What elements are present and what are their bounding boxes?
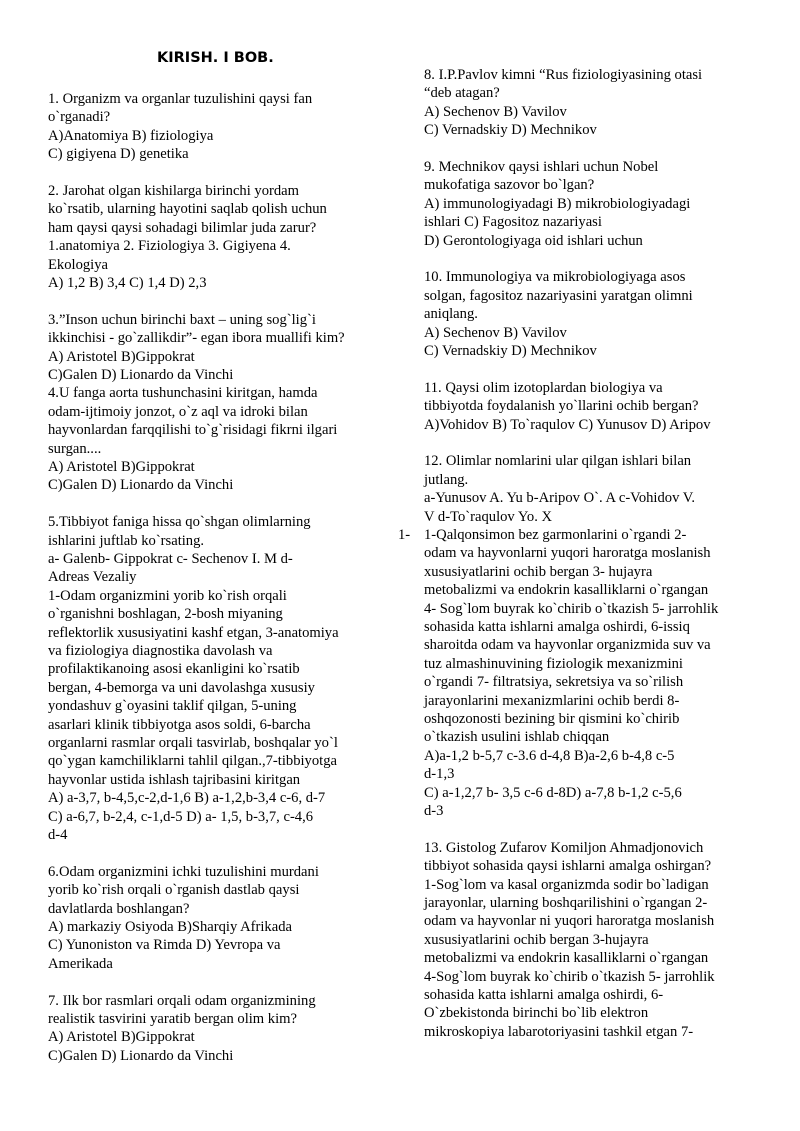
text-line: mukofatiga sazovor bo`lgan?	[424, 177, 595, 194]
text-line: A)a-1,2 b-5,7 c-3.6 d-4,8 B)a-2,6 b-4,8 c-5	[424, 747, 675, 764]
text-line: surgan....	[48, 440, 102, 457]
text-line: 4-Sog`lom buyrak ko`chirib o`tkazish 5- jarrohlik	[424, 968, 715, 985]
text-line: 1-Qalqonsimon bez garmonlarini o`rgandi 2-	[424, 527, 687, 543]
text-line: davlatlarda boshlangan?	[48, 900, 190, 917]
text-line: C) a-6,7, b-2,4, c-1,d-5 D) a- 1,5, b-3,7, c-4,6	[48, 808, 314, 825]
text-line: aniqlang.	[424, 306, 478, 323]
text-line: a-Yunusov A. Yu b-Aripov O`. A c-Vohidov V.	[424, 490, 696, 507]
text-line: yondashuv g`oyasini taklif qilgan, 5-uning	[48, 698, 297, 715]
text-line: C) gigiyena D) genetika	[48, 146, 189, 163]
text-line: metobalizmi va endokrin kasalliklarni o`rgangan	[424, 582, 709, 599]
text-line: hayvonlardan farqqilishi to`g`risidagi fikrni ilgari	[48, 422, 338, 439]
text-line: tibbiyot sohasida qaysi ishlarni amalga oshirgan?	[424, 858, 712, 875]
text-line: 11. Qaysi olim izotoplardan biologiya va	[424, 379, 663, 396]
text-line: A) Sechenov B) Vavilov	[424, 324, 567, 341]
text-line: d-3	[424, 803, 444, 819]
text-line: jutlang.	[424, 471, 469, 488]
text-line: A) Sechenov B) Vavilov	[424, 103, 567, 120]
text-line: 7. Ilk bor rasmlari orqali odam organizmining	[48, 992, 316, 1009]
text-line: ishlarini juftlab ko`rsating.	[48, 532, 205, 549]
text-line: Amerikada	[48, 955, 113, 972]
text-line: ko`rsatib, ularning hayotini saqlab qolish uchun	[48, 201, 327, 218]
text-line: d-1,3	[424, 766, 455, 783]
text-line: odam va hayvonlarni yuqori haroratga moslanish	[424, 545, 711, 562]
text-line: V d-To`raqulov Yo. X	[424, 508, 553, 525]
text-line: 10. Immunologiya va mikrobiologiyaga asos	[424, 269, 686, 286]
text-line: mikroskopiya labarotoriyasini tashkil etgan 7-	[424, 1023, 694, 1040]
text-line: 1-Odam organizmini yorib ko`rish orqali	[48, 587, 287, 604]
text-line: 4.U fanga aorta tushunchasini kiritgan, hamda	[48, 385, 318, 402]
text-line: C) a-1,2,7 b- 3,5 c-6 d-8D) a-7,8 b-1,2 c-5,6	[424, 784, 682, 801]
text-line: 1.anatomiya 2. Fiziologiya 3. Gigiyena 4.	[48, 238, 291, 255]
text-line: qo`ygan kamchiliklarni tahlil qilgan.,7-tibbiyotga	[48, 753, 337, 770]
text-line: A) 1,2 B) 3,4 C) 1,4 D) 2,3	[48, 275, 207, 291]
text-line: odam-ijtimoiy jonzot, o`z aql va idroki bilan	[48, 403, 308, 420]
text-line: ishlari C) Fagositoz nazariyasi	[424, 214, 602, 231]
text-line: o`tkazish usulini ishlab chiqqan	[424, 729, 610, 746]
text-line: d-4	[48, 827, 68, 843]
text-line: organlarni rasmlar orqali tasvirlab, boshqalar yo`l	[48, 735, 338, 751]
text-line: a- Galenb- Gippokrat c- Sechenov I. M d-	[48, 551, 293, 567]
text-line: profilaktikanoing asosi ekanligini ko`rsatib	[48, 661, 300, 678]
text-line: A) markaziy Osiyoda B)Sharqiy Afrikada	[48, 919, 292, 935]
text-line: asarlari klinik tibbiyotga asos soldi, 6-barcha	[48, 716, 311, 733]
text-line: 2. Jarohat olgan kishilarga birinchi yordam	[48, 183, 300, 199]
text-line: tuz almashinuvining fiziologik mexanizmini	[424, 655, 683, 672]
text-line: 13. Gistolog Zufarov Komiljon Ahmadjonovich	[424, 839, 704, 856]
text-line: xususiyatlarini ochib bergan 3- hujayra	[424, 563, 653, 580]
text-line: 12. Olimlar nomlarini ular qilgan ishlari bilan	[424, 453, 692, 470]
text-line: C)Galen D) Lionardo da Vinchi	[48, 367, 234, 383]
text-line: odam va hayvonlar ni yuqori haroratga moslanish	[424, 913, 715, 930]
text-line: 1. Organizm va organlar tuzulishini qaysi fan	[48, 91, 313, 107]
text-line: C) Vernadskiy D) Mechnikov	[424, 122, 597, 139]
text-line: 9. Mechnikov qaysi ishlari uchun Nobel	[424, 159, 659, 175]
page-title: KIRISH. I BOB.	[157, 50, 274, 66]
text-line: va fiziologiya diagnostika davolash va	[48, 643, 273, 659]
text-line: jarayonlar, ularning boshqarilishini o`rgangan 2-	[424, 895, 708, 911]
text-line: 4- Sog`lom buyrak ko`chirib o`tkazish 5- jarrohlik	[424, 600, 719, 617]
text-line: oshqozonosti bezining bir qismini ko`chirib	[424, 711, 680, 727]
text-line: A) immunologiyadagi B) mikrobiologiyadagi	[424, 195, 691, 212]
text-line: D) Gerontologiyaga oid ishlari uchun	[424, 232, 643, 249]
text-line: Ekologiya	[48, 256, 108, 273]
text-line: C) Vernadskiy D) Mechnikov	[424, 343, 597, 359]
text-line: 5.Tibbiyot faniga hissa qo`shgan olimlarning	[48, 514, 311, 531]
text-line: reflektorlik xususiyatini kashf etgan, 3-anatomiya	[48, 624, 339, 641]
text-line: 6.Odam organizmini ichki tuzulishini murdani	[48, 863, 319, 880]
text-line: Adreas Vezaliy	[48, 569, 137, 586]
text-line: A)Vohidov B) To`raqulov C) Yunusov D) Aripov	[424, 416, 711, 433]
text-line: jarayonlarini mexanizmlarini ochib berdi 8-	[424, 692, 680, 709]
text-line: C)Galen D) Lionardo da Vinchi	[48, 1047, 234, 1064]
text-line: 1-Sog`lom va kasal organizmda sodir bo`ladigan	[424, 876, 709, 893]
text-line: A) Aristotel B)Gippokrat	[48, 1029, 195, 1046]
text-line: bergan, 4-bemorga va uni davolashga xususiy	[48, 679, 315, 696]
text-line: realistik tasvirini yaratib bergan olim kim?	[48, 1011, 297, 1027]
text-line: sohasida katta ishlarni amalga oshirdi, 6-	[424, 987, 664, 1003]
text-line: A) a-3,7, b-4,5,c-2,d-1,6 B) a-1,2,b-3,4 c-6, d-7	[48, 790, 326, 807]
text-line: A)Anatomiya B) fiziologiya	[48, 127, 214, 144]
text-line: xususiyatlarini ochib bergan 3-hujayra	[424, 931, 649, 948]
text-line: o`rgandi 7- filtratsiya, sekretsiya va so`rilish	[424, 674, 684, 691]
text-line: O`zbekistonda birinchi bo`lib elektron	[424, 1005, 649, 1022]
text-line: tibbiyotda foydalanish yo`llarini ochib bergan?	[424, 398, 699, 415]
text-line: A) Aristotel B)Gippokrat	[48, 459, 195, 475]
text-line: o`rganadi?	[48, 109, 111, 126]
text-line: sharoitda odam va hayvonlar organizmida suv va	[424, 637, 711, 654]
text-line: sohasida katta ishlarni amalga oshirdi, 6-issiq	[424, 619, 690, 635]
text-line: ham qaysi qaysi sohadagi bilimlar juda zarur?	[48, 219, 317, 236]
text-line: hayvonlar ustida ishlash tajribasini kiritgan	[48, 771, 301, 788]
text-line: ikkinchisi - go`zallikdir”- egan ibora muallifi kim?	[48, 330, 345, 347]
text-line: 8. I.P.Pavlov kimni “Rus fiziologiyasining otasi	[424, 67, 703, 83]
text-line: C)Galen D) Lionardo da Vinchi	[48, 477, 234, 494]
text-line: 3.”Inson uchun birinchi baxt – uning sog`lig`i	[48, 311, 316, 328]
text-line: metobalizmi va endokrin kasalliklarni o`rgangan	[424, 950, 709, 967]
text-line: yorib ko`rish orqali o`rganish dastlab qaysi	[48, 882, 300, 899]
text-line: C) Yunoniston va Rimda D) Yevropa va	[48, 937, 281, 954]
list-number-marker: 1-	[398, 527, 411, 543]
text-line: A) Aristotel B)Gippokrat	[48, 348, 195, 365]
text-line: “deb atagan?	[424, 85, 500, 102]
text-line: solgan, fagositoz nazariyasini yaratgan olimni	[424, 287, 693, 304]
text-line: o`rganishni boshlagan, 2-bosh miyaning	[48, 606, 283, 623]
